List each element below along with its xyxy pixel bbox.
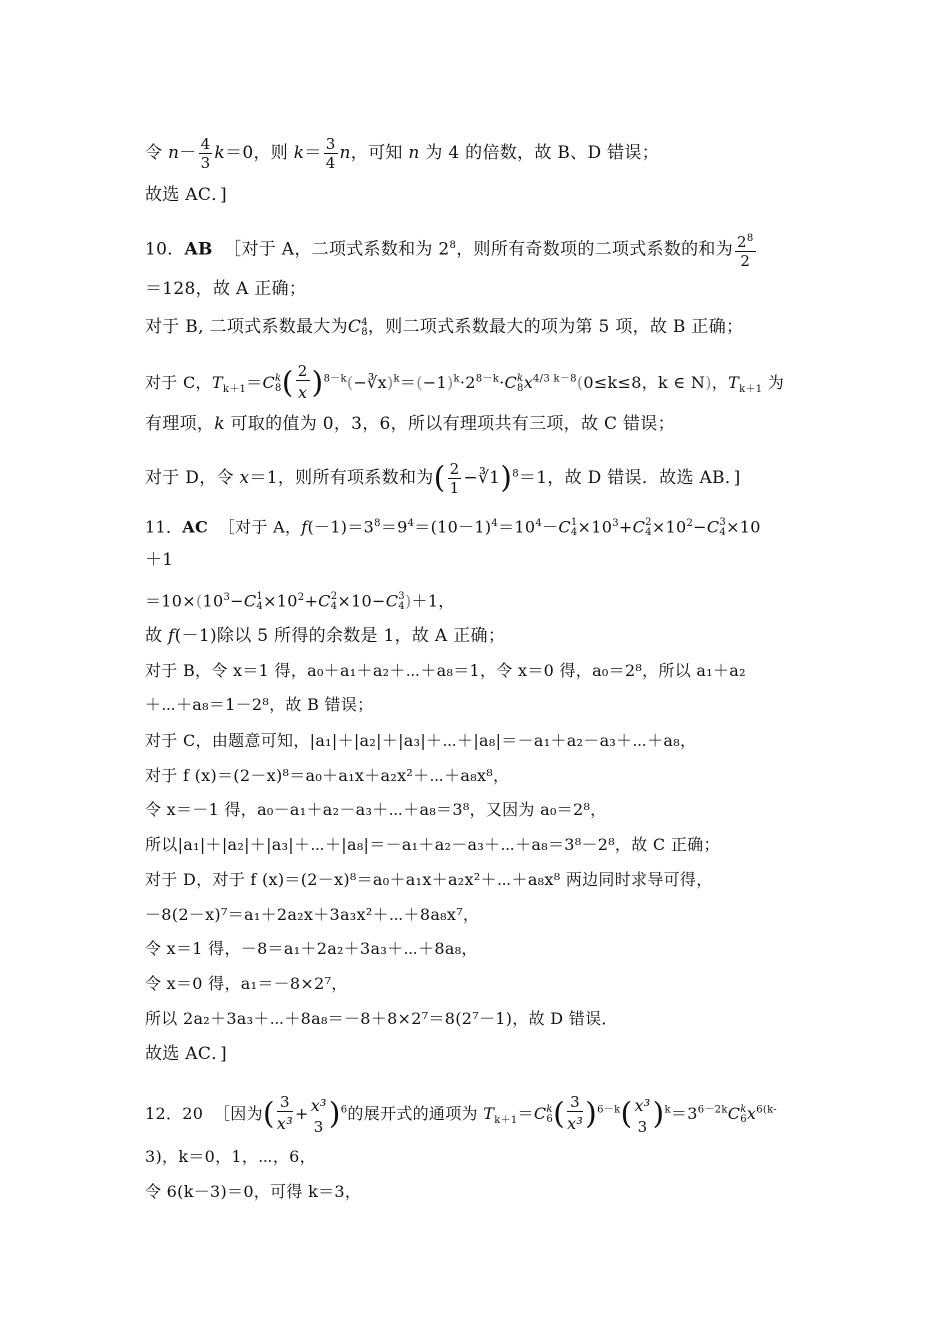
- solution-line-24: 故选 AC．]: [145, 1044, 227, 1064]
- solution-line-16: 对于 f (x)＝(2－x)⁸＝a₀＋a₁x＋a₂x²＋⋯＋a₈x⁸，: [145, 766, 510, 785]
- solution-line-13: 对于 B，令 x＝1 得，a₀＋a₁＋a₂＋⋯＋a₈＝1，令 x＝0 得，a₀＝2⁸，所以 a₁＋a₂: [145, 661, 746, 680]
- solution-line-1: 令 n－ $\frac{4}{3}$ k＝0，则 k＝ $\frac{3}{4}$ n，可知 n 为 4 的倍数，故 B、D 错误；: [145, 135, 659, 172]
- solution-line-22: 令 x＝0 得，a₁＝－8×2⁷，: [145, 974, 348, 993]
- solution-line-20: －8(2－x)⁷＝a₁＋2a₂x＋3a₃x²＋⋯＋8a₈x⁷，: [145, 905, 480, 924]
- solution-line-26: 3)，k＝0，1，⋯，6，: [145, 1147, 316, 1166]
- solution-line-8: 对于 D，令 x＝1，则所有项系数和为( $\frac{2}{1}$ −∛1)$^8$＝1，故 D 错误．故选 AB．]: [145, 460, 741, 497]
- fraction-3-over-x3-b: $\frac{3}{\text{x³}}$: [567, 1093, 584, 1133]
- solution-line-11: $=10\times(10^3-C$ 1 4 $\times 10^2+C$ 2 4 ×10−C 3 4 )＋1，: [145, 590, 455, 612]
- solution-line-23: 所以 2a₂＋3a₃＋⋯＋8a₈＝－8＋8×2⁷＝8(2⁷－1)，故 D 错误．: [145, 1009, 618, 1028]
- question-11-line: 11．AC ［对于 A，$f(-1)=3^8=9^4=(10-1)^4=10^4-C$ 1 4 $\times 10^3+C$ 2 4 $\times 10^2-C$ 3 4 ×10: [145, 516, 761, 538]
- solution-line-27: 令 6(k－3)＝0，可得 k＝3，: [145, 1182, 362, 1201]
- fraction-3-4: $\frac{3}{4}$: [325, 135, 336, 172]
- solution-line-14: ＋⋯＋a₈＝1－2⁸，故 B 错误；: [145, 695, 374, 714]
- fraction-4-3: $\frac{4}{3}$: [200, 135, 211, 172]
- fraction-2-over-1: $\frac{2}{1}$: [449, 460, 460, 497]
- solution-line-5: 对于 B, 二项式系数最大为C 4 8 ，则二项式系数最大的项为第 5 项，故 B 正确；: [145, 316, 744, 338]
- solution-line-19: 对于 D，对于 f (x)＝(2－x)⁸＝a₀＋a₁x＋a₂x²＋⋯＋a₈x⁸ 两边同时求导可得，: [145, 870, 713, 889]
- solution-line-2: 故选 AC．]: [145, 185, 227, 205]
- question-10-line: 10．AB ［对于 A，二项式系数和为 $2^8$，则所有奇数项的二项式系数的和为 $\frac{2^8}{2}$: [145, 230, 810, 270]
- fraction-2-over-x: $\frac{2}{x}$: [297, 362, 308, 402]
- solution-line-21: 令 x＝1 得，－8＝a₁＋2a₂＋3a₃＋⋯＋8a₈，: [145, 939, 478, 958]
- solution-line-7: 有理项，k 可取的值为 0，3，6，所以有理项共有三项，故 C 错误；: [145, 414, 675, 434]
- solution-line-18: 所以|a₁|＋|a₂|＋|a₃|＋⋯＋|a₈|＝－a₁＋a₂－a₃＋⋯＋a₈＝3⁸－2⁸，故 C 正确；: [145, 835, 720, 854]
- solution-line-10: ＋1: [145, 550, 174, 570]
- solution-line-12: 故 f(－1)除以 5 所得的余数是 1，故 A 正确；: [145, 626, 506, 646]
- solution-line-15: 对于 C，由题意可知，|a₁|＋|a₂|＋|a₃|＋⋯＋|a₈|＝－a₁＋a₂－a₃＋⋯＋a₈，: [145, 731, 697, 750]
- solution-line-6: 对于 C，$T_{k+1}=C$ k 8 ( $\frac{2}{x})^{8-k}(-∛x)^k=(-1)^k\cdot 2^{8-k}\cdot C$ k 8 $x^{4/3 k-8}(0\le k\le 8$，k ∈ N)，$T_{k+1}$ 为: [145, 362, 810, 405]
- fraction-x3-over-3: x³ 3: [310, 1095, 327, 1136]
- solution-line-4: ＝128，故 A 正确；: [145, 279, 307, 299]
- question-12-line: 12．20 ［因为( $\frac{3}{\text{x³}}$ + x³ 3 )$^6$的展开式的通项为 $T_{k+1}=C$ k 6 ( $\frac{3}{\text{x³}})^{6-k}$( x³ 3 )$^k=3^{6-2k}C$ k 6 $x^{6(k-}$: [145, 1093, 777, 1136]
- fraction-3-over-x3: $\frac{3}{\text{x³}}$: [276, 1093, 293, 1133]
- fraction-x3-over-3-b: x³ 3: [634, 1095, 651, 1136]
- fraction-2-8-over-2: $\frac{2^8}{2}$: [735, 230, 756, 270]
- solution-line-17: 令 x＝－1 得，a₀－a₁＋a₂－a₃＋⋯＋a₈＝3⁸，又因为 a₀＝2⁸，: [145, 800, 607, 819]
